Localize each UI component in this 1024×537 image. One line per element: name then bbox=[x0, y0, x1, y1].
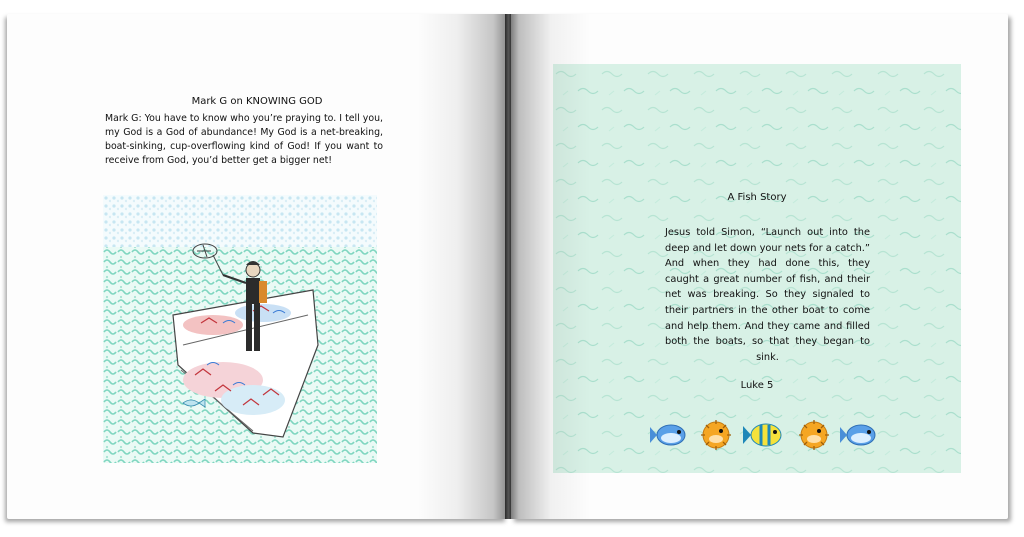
story-panel bbox=[553, 64, 961, 473]
boat-illustration bbox=[103, 195, 377, 463]
left-page-title: Mark G on KNOWING GOD bbox=[191, 96, 323, 107]
right-page bbox=[511, 14, 1008, 519]
right-gutter-shadow bbox=[511, 14, 591, 519]
story-text: Jesus told Simon, “Launch out into the deep and let down your nets for a catch.” And when they had done this, they caught a great number of fish, and their net was breaking. So they signaled to their partners in the other boat to come and help them. And they came and filled both the boats, so that they began to sink. bbox=[665, 227, 870, 363]
scripture-reference: Luke 5 bbox=[740, 380, 774, 391]
fish-icon-row bbox=[649, 418, 879, 452]
story-title: A Fish Story bbox=[727, 192, 787, 203]
left-gutter-shadow bbox=[417, 14, 507, 519]
blowfish-icon bbox=[701, 420, 731, 450]
mark-g-quote: Mark G: You have to know who you’re praying to. I tell you, my God is a God of abundance! My God is a net-breaking, boat-sinking, cup-overflowing kind of God! If you want to receive from God, you’d better get a bigger net! bbox=[105, 113, 383, 166]
blue-fish-icon bbox=[650, 425, 685, 445]
left-page bbox=[7, 14, 507, 519]
blue-fish-icon bbox=[840, 425, 875, 445]
tropical-fish-icon bbox=[743, 424, 781, 446]
blowfish-icon bbox=[799, 420, 829, 450]
